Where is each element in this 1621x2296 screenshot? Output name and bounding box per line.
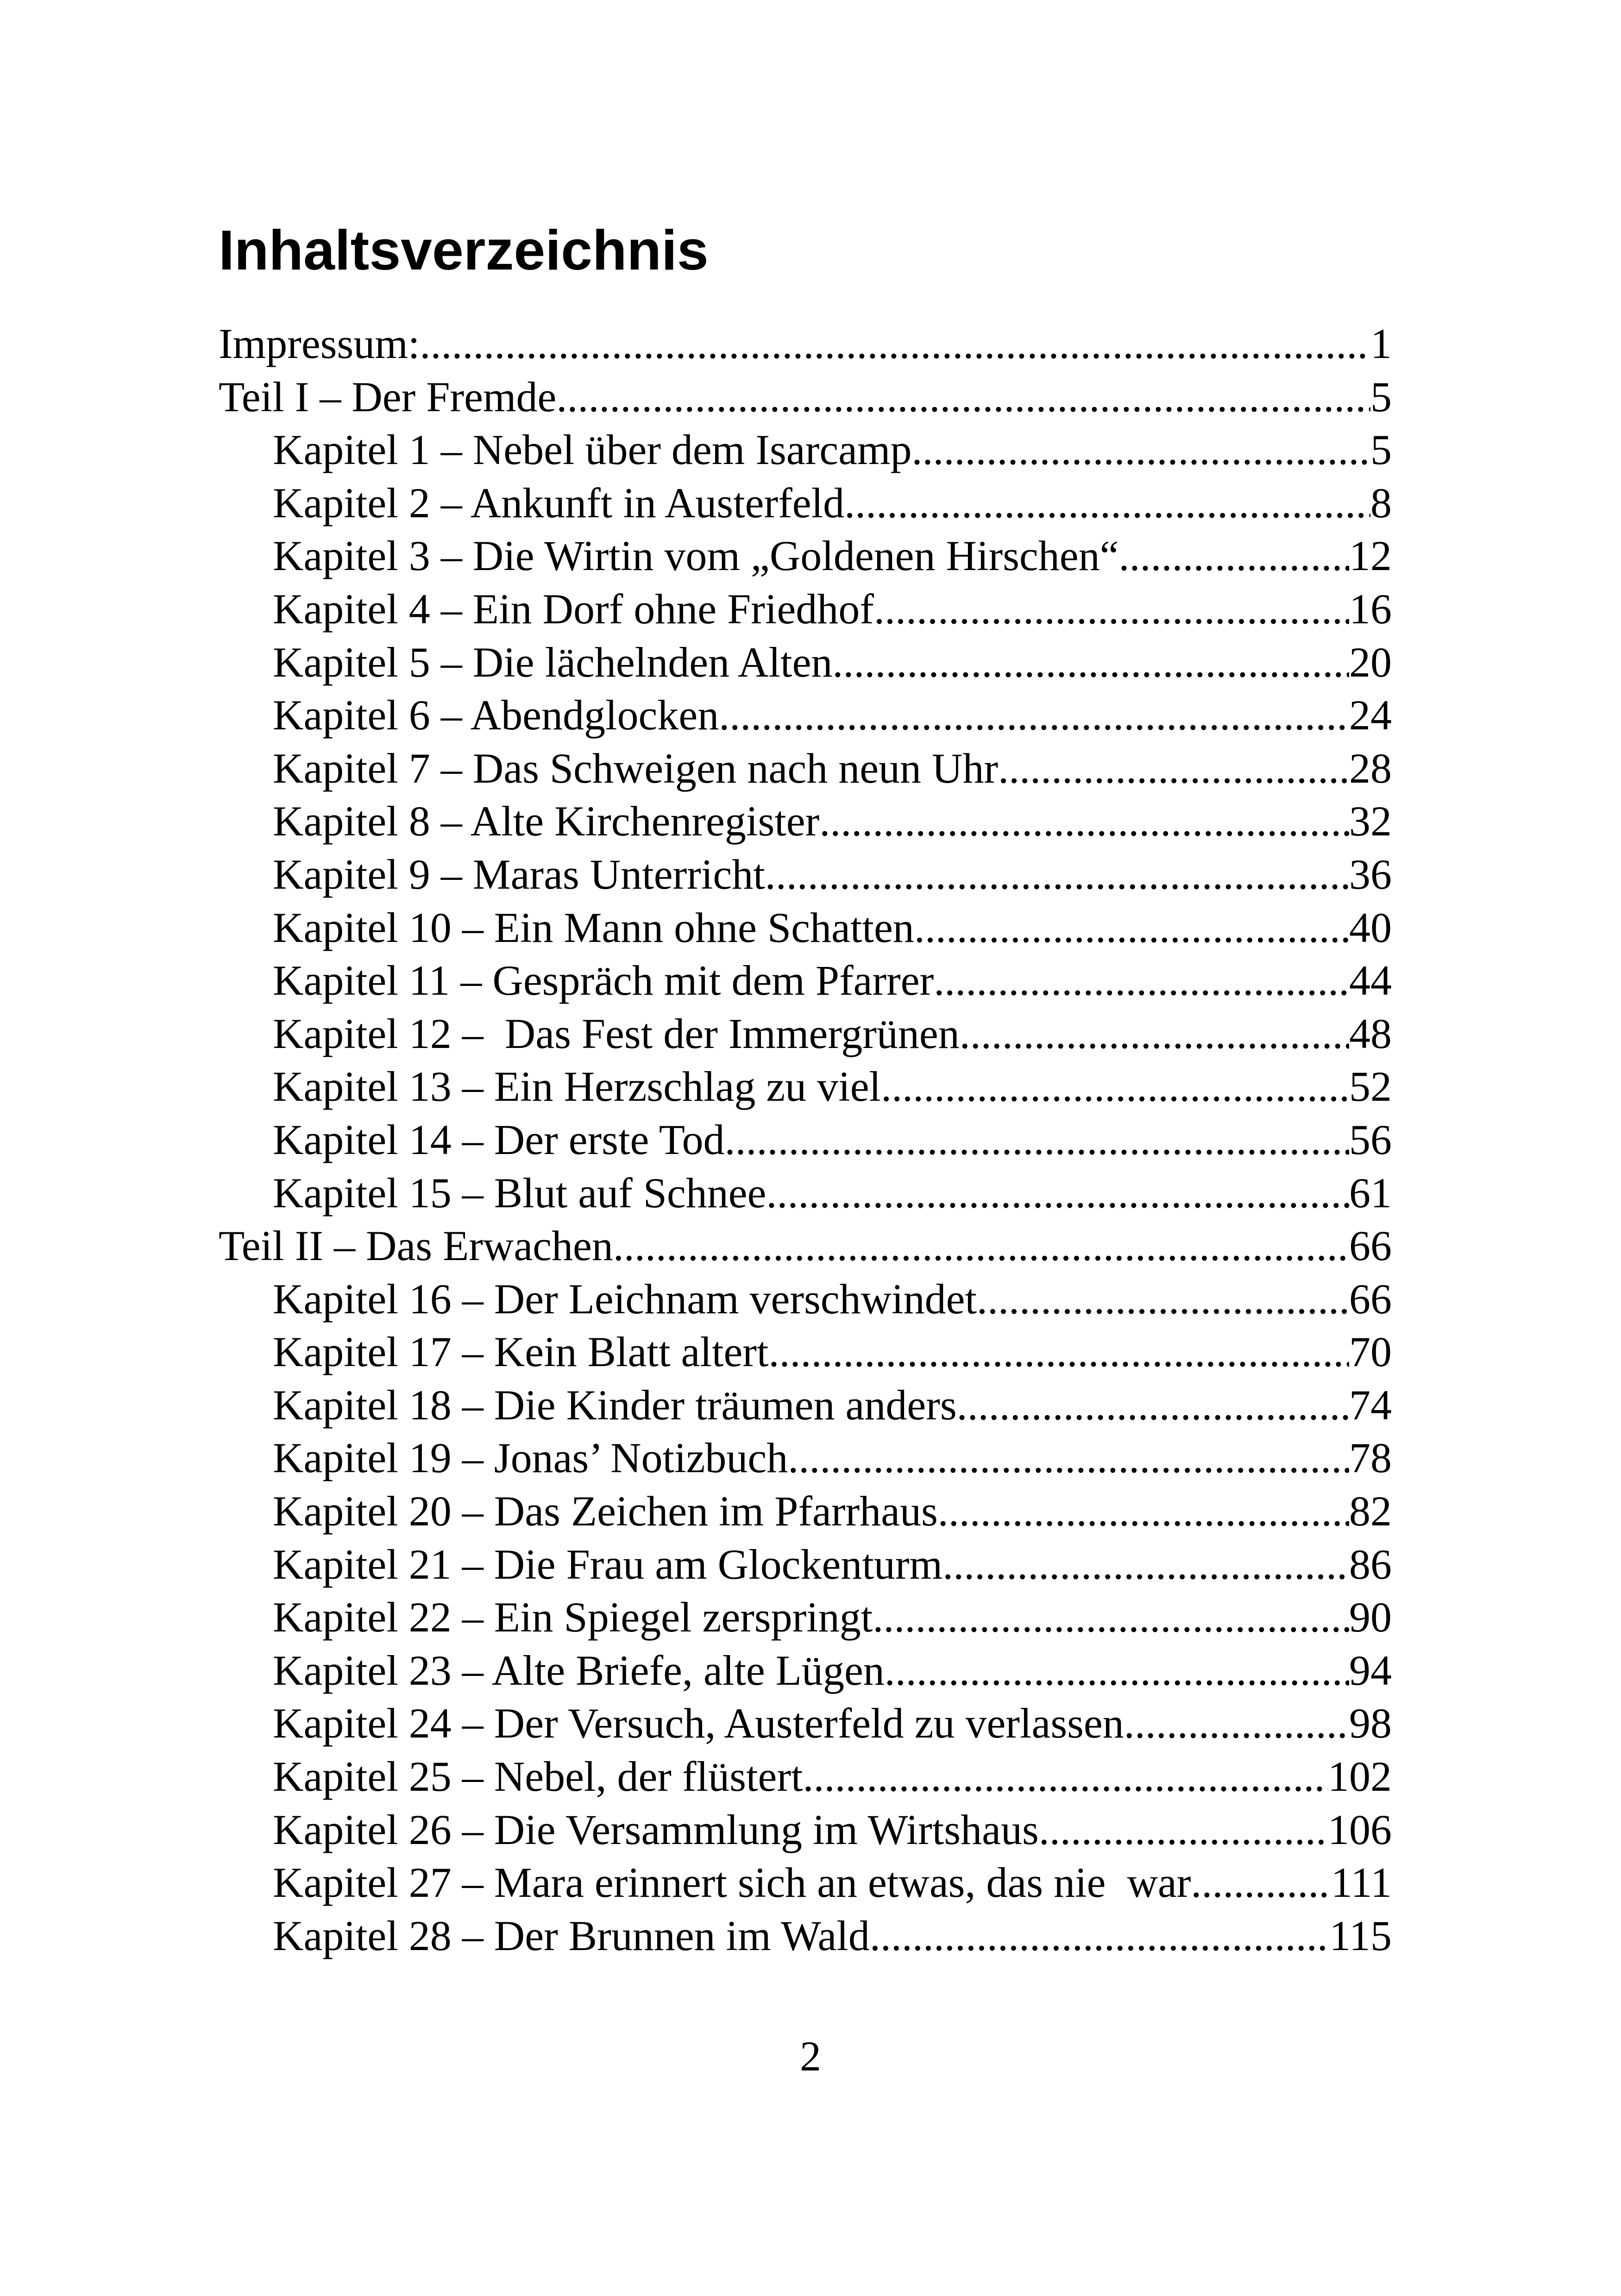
toc-dot-leader [957, 1379, 1349, 1432]
toc-entry-title: Kapitel 16 – Der Leichnam verschwindet [273, 1275, 977, 1323]
toc-entry-title: Kapitel 7 – Das Schweigen nach neun Uhr [273, 744, 999, 792]
toc-entry-page-number: 61 [1349, 1169, 1392, 1217]
toc-entry-part [219, 317, 1392, 370]
toc-dot-leader [556, 370, 1370, 424]
toc-dot-leader [844, 477, 1370, 530]
toc-entry-page-number: 66 [1349, 1275, 1392, 1323]
toc-entry-title: Kapitel 23 – Alte Briefe, alte Lügen [273, 1646, 885, 1694]
toc-entry-chapter [219, 1167, 1392, 1220]
toc-dot-leader [998, 742, 1349, 795]
toc-heading: Inhaltsverzeichnis [219, 219, 709, 282]
toc-entry-chapter [219, 848, 1392, 901]
toc-entry-page-number: 111 [1331, 1859, 1392, 1907]
toc-dot-leader [1124, 1697, 1349, 1750]
toc-entry-title: Kapitel 24 – Der Versuch, Austerfeld zu verlassen [273, 1700, 1124, 1747]
toc-dot-leader [911, 423, 1370, 477]
toc-entry-chapter [219, 1856, 1392, 1909]
toc-entry-page-number: 70 [1349, 1328, 1392, 1376]
toc-dot-leader [881, 1060, 1349, 1113]
toc-list [219, 317, 1392, 1962]
toc-entry-page-number: 8 [1370, 479, 1392, 527]
toc-entry-chapter [219, 795, 1392, 848]
toc-entry-page-number: 86 [1349, 1540, 1392, 1588]
toc-entry-page-number: 56 [1349, 1116, 1392, 1163]
toc-dot-leader [934, 954, 1349, 1007]
toc-entry-title: Kapitel 8 – Alte Kirchenregister [273, 797, 820, 845]
toc-entry-page-number: 102 [1328, 1753, 1392, 1800]
toc-dot-leader [1191, 1856, 1331, 1909]
toc-entry-chapter [219, 1060, 1392, 1113]
toc-entry-title: Kapitel 11 – Gespräch mit dem Pfarrer [273, 957, 934, 1004]
toc-dot-leader [788, 1431, 1349, 1485]
toc-entry-chapter [219, 1591, 1392, 1644]
toc-entry-page-number: 106 [1328, 1806, 1392, 1853]
toc-entry-page-number: 82 [1349, 1487, 1392, 1535]
toc-dot-leader [769, 1325, 1350, 1379]
toc-dot-leader [420, 317, 1370, 370]
toc-entry-page-number: 5 [1370, 373, 1392, 420]
toc-entry-page-number: 66 [1349, 1222, 1392, 1270]
toc-entry-chapter [219, 583, 1392, 636]
toc-entry-title: Kapitel 20 – Das Zeichen im Pfarrhaus [273, 1487, 938, 1535]
toc-entry-chapter [219, 1113, 1392, 1167]
toc-entry-title: Kapitel 12 – Das Fest der Immergrünen [273, 1010, 960, 1057]
toc-entry-title: Teil I – Der Fremde [219, 373, 557, 420]
toc-dot-leader [873, 1591, 1349, 1644]
toc-entry-page-number: 5 [1370, 426, 1392, 474]
toc-entry-page-number: 20 [1349, 638, 1392, 686]
toc-entry-chapter [219, 1485, 1392, 1538]
toc-entry-chapter [219, 477, 1392, 530]
toc-entry-page-number: 74 [1349, 1381, 1392, 1429]
toc-entry-title: Kapitel 22 – Ein Spiegel zerspringt [273, 1593, 873, 1641]
toc-entry-page-number: 78 [1349, 1434, 1392, 1482]
toc-entry-page-number: 16 [1349, 585, 1392, 633]
toc-entry-title: Kapitel 13 – Ein Herzschlag zu viel [273, 1063, 881, 1110]
toc-entry-title: Kapitel 27 – Mara erinnert sich an etwas, das nie war [273, 1859, 1191, 1907]
toc-entry-chapter [219, 742, 1392, 795]
toc-entry-title: Impressum: [219, 320, 420, 367]
toc-entry-chapter [219, 1273, 1392, 1326]
toc-dot-leader [885, 1644, 1349, 1697]
toc-entry-page-number: 12 [1349, 532, 1392, 580]
toc-dot-leader [803, 1750, 1328, 1803]
toc-entry-chapter [219, 423, 1392, 477]
toc-entry-title: Kapitel 10 – Ein Mann ohne Schatten [273, 903, 914, 951]
toc-entry-chapter [219, 1803, 1392, 1857]
toc-entry-page-number: 32 [1349, 797, 1392, 845]
toc-entry-chapter [219, 1750, 1392, 1803]
toc-entry-page-number: 98 [1349, 1700, 1392, 1747]
page-number: 2 [800, 2033, 821, 2080]
toc-entry-chapter [219, 636, 1392, 689]
toc-dot-leader [1118, 529, 1349, 583]
toc-entry-chapter [219, 1644, 1392, 1697]
toc-entry-part [219, 1219, 1392, 1273]
toc-entry-title: Kapitel 6 – Abendglocken [273, 691, 719, 739]
toc-entry-title: Kapitel 15 – Blut auf Schnee [273, 1169, 767, 1217]
toc-dot-leader [613, 1219, 1349, 1273]
toc-entry-title: Kapitel 1 – Nebel über dem Isarcamp [273, 426, 912, 474]
toc-entry-title: Kapitel 18 – Die Kinder träumen anders [273, 1381, 957, 1429]
toc-dot-leader [765, 848, 1349, 901]
toc-entry-page-number: 24 [1349, 691, 1392, 739]
toc-entry-page-number: 90 [1349, 1593, 1392, 1641]
toc-dot-leader [819, 795, 1349, 848]
toc-entry-page-number: 28 [1349, 744, 1392, 792]
toc-entry-page-number: 115 [1329, 1912, 1392, 1959]
toc-entry-page-number: 36 [1349, 850, 1392, 898]
toc-dot-leader [832, 636, 1349, 689]
toc-entry-chapter [219, 689, 1392, 742]
toc-entry-title: Kapitel 21 – Die Frau am Glockenturm [273, 1540, 943, 1588]
toc-entry-chapter [219, 1007, 1392, 1060]
toc-entry-page-number: 40 [1349, 903, 1392, 951]
toc-entry-title: Kapitel 14 – Der erste Tod [273, 1116, 725, 1163]
toc-entry-title: Teil II – Das Erwachen [219, 1222, 613, 1270]
toc-dot-leader [874, 583, 1349, 636]
toc-entry-title: Kapitel 28 – Der Brunnen im Wald [273, 1912, 870, 1959]
toc-entry-page-number: 1 [1370, 320, 1392, 367]
toc-dot-leader [870, 1909, 1330, 1963]
toc-entry-page-number: 52 [1349, 1063, 1392, 1110]
toc-entry-chapter [219, 954, 1392, 1007]
toc-entry-chapter [219, 1538, 1392, 1591]
toc-dot-leader [914, 901, 1349, 954]
toc-entry-chapter [219, 529, 1392, 583]
toc-entry-chapter [219, 1325, 1392, 1379]
toc-dot-leader [938, 1485, 1349, 1538]
toc-entry-title: Kapitel 26 – Die Versammlung im Wirtshaus [273, 1806, 1039, 1853]
toc-entry-title: Kapitel 3 – Die Wirtin vom „Goldenen Hirschen“ [273, 532, 1119, 580]
toc-entry-page-number: 94 [1349, 1646, 1392, 1694]
toc-dot-leader [719, 689, 1349, 742]
toc-entry-title: Kapitel 4 – Ein Dorf ohne Friedhof [273, 585, 874, 633]
toc-entry-chapter [219, 1431, 1392, 1485]
toc-dot-leader [960, 1007, 1349, 1060]
toc-entry-title: Kapitel 17 – Kein Blatt altert [273, 1328, 769, 1376]
toc-entry-title: Kapitel 19 – Jonas’ Notizbuch [273, 1434, 788, 1482]
toc-entry-chapter [219, 1379, 1392, 1432]
toc-dot-leader [977, 1273, 1349, 1326]
toc-entry-chapter [219, 901, 1392, 954]
toc-entry-chapter [219, 1909, 1392, 1963]
toc-dot-leader [766, 1167, 1349, 1220]
toc-dot-leader [1039, 1803, 1328, 1857]
toc-entry-title: Kapitel 2 – Ankunft in Austerfeld [273, 479, 845, 527]
toc-entry-chapter [219, 1697, 1392, 1750]
toc-entry-part [219, 370, 1392, 424]
toc-dot-leader [724, 1113, 1349, 1167]
toc-entry-title: Kapitel 9 – Maras Unterricht [273, 850, 765, 898]
toc-dot-leader [942, 1538, 1349, 1591]
toc-entry-page-number: 48 [1349, 1010, 1392, 1057]
toc-entry-title: Kapitel 5 – Die lächelnden Alten [273, 638, 833, 686]
toc-entry-title: Kapitel 25 – Nebel, der flüstert [273, 1753, 803, 1800]
toc-entry-page-number: 44 [1349, 957, 1392, 1004]
